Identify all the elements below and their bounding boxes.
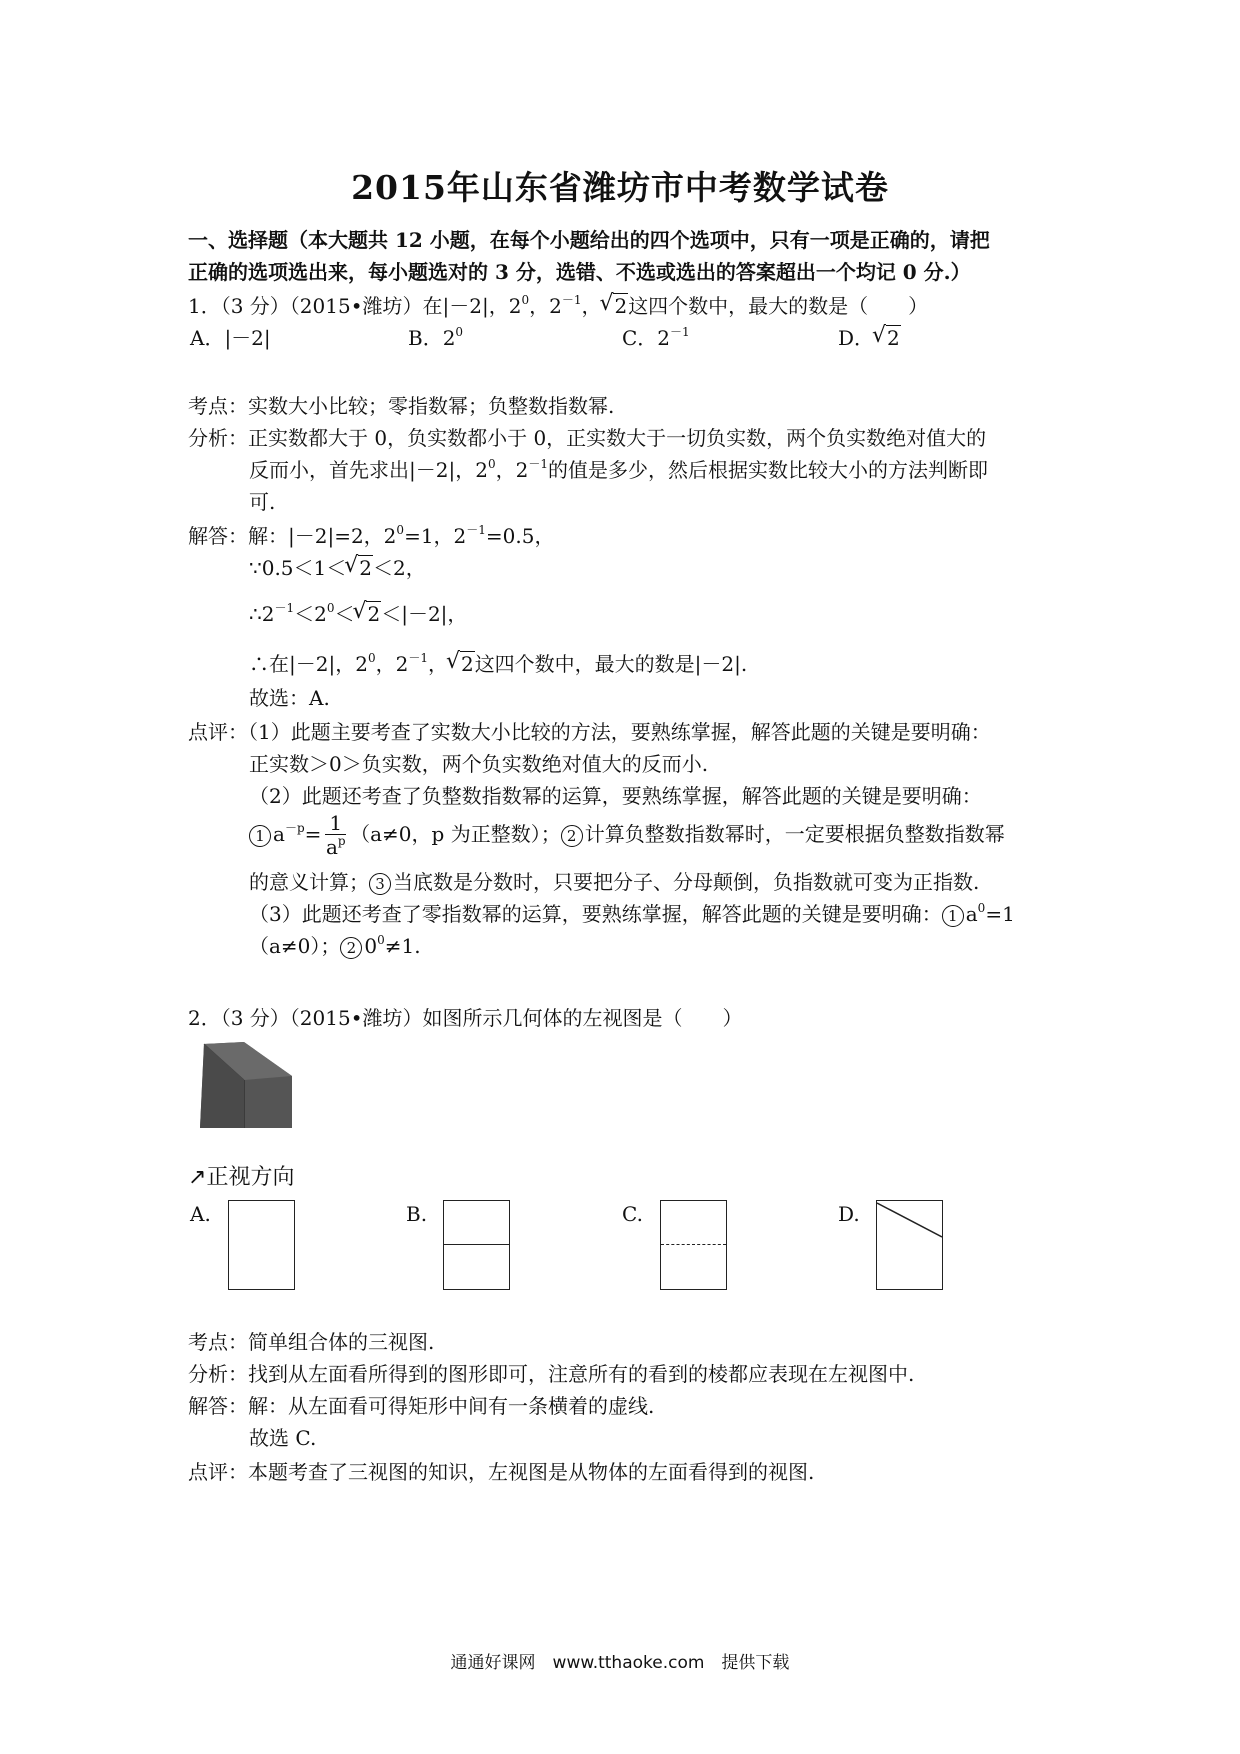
q2-kaodian: 考点：简单组合体的三视图. (188, 1330, 435, 1354)
q1-kaodian: 考点：实数大小比较；零指数幂；负整数指数幂. (188, 394, 615, 418)
q1-dianping-line1: 点评：（1）此题主要考查了实数大小比较的方法，要熟练掌握，解答此题的关键是要明确： (188, 720, 991, 744)
q1-dianping-line3: （2）此题还考查了负整数指数幂的运算，要熟练掌握，解答此题的关键是要明确： (249, 784, 982, 808)
q1-option-a[interactable]: A．|－2| (190, 326, 271, 350)
q2-option-b-figure[interactable] (443, 1200, 510, 1290)
q2-option-d-figure[interactable] (876, 1200, 943, 1290)
q1-dianping-line7: （a≠0）； 2 $0^0\ne 1$. (249, 933, 421, 958)
q1-jieda-line3: $\therefore 2^{-1}<2^0<√$ 2＜|－2|， (249, 598, 467, 627)
circled-number-1: 1 (249, 825, 271, 847)
q2-stem: 2．（3 分）（2015•潍坊）如图所示几何体的左视图是（ ） (188, 1006, 743, 1030)
circled-number-2: 2 (561, 825, 583, 847)
fraction: $\frac{1}{a^p}$ (325, 811, 346, 859)
q1-dianping-line4: 1 $a^{-p}=$ $\frac{1}{a^p}$ （a≠0，p 为正整数）； 2 计算负整数指数幂时，一定要根据负整数指数幂 (249, 812, 1005, 859)
circled-number-1: 1 (942, 905, 964, 927)
solid-figure-image (196, 1040, 296, 1130)
q1-fenxi-line3: 可. (249, 490, 276, 514)
arrow-up-right-icon: ↗ (188, 1165, 207, 1190)
q1-stem: 1．（3 分）（2015•潍坊）在|－2|，$2^0$，$2^{-1}$，√ 2这四个数中，最大的数是（ ） (188, 290, 928, 319)
q1-dianping-line5: 的意义计算； 3 当底数是分数时，只要把分子、分母颠倒，负指数就可变为正指数. (249, 870, 980, 894)
q2-dianping: 点评：本题考查了三视图的知识，左视图是从物体的左面看得到的视图. (188, 1460, 815, 1484)
circled-number-3: 3 (369, 873, 391, 895)
circled-number-2: 2 (340, 937, 362, 959)
q2-jieda-line2: 故选 C. (249, 1426, 317, 1450)
q1-fenxi-line1: 分析：正实数都大于 0，负实数都小于 0，正实数大于一切负实数，两个负实数绝对值大的 (188, 426, 987, 450)
q1-jieda-line5: 故选：A. (249, 686, 330, 710)
page-footer: 通通好课网 www.tthaoke.com 提供下载 (450, 1653, 790, 1673)
q1-dianping-line2: 正实数＞0＞负实数，两个负实数绝对值大的反而小. (249, 752, 709, 776)
view-direction-label: ↗正视方向 (188, 1165, 295, 1190)
diagonal-line (877, 1201, 942, 1289)
q2-option-c-figure[interactable] (660, 1200, 727, 1290)
q1-option-b[interactable]: B．$2^0$ (408, 325, 464, 350)
q1-option-c[interactable]: C．$2^{-1}$ (622, 325, 690, 350)
solid-line (444, 1244, 509, 1245)
q2-option-c-label[interactable]: C. (622, 1202, 643, 1226)
page-title: 2015年山东省潍坊市中考数学试卷 (351, 168, 889, 207)
q2-jieda-line1: 解答：解：从左面看可得矩形中间有一条横着的虚线. (188, 1394, 655, 1418)
q1-jieda-line4: ∴在|－2|，$2^0$，$2^{-1}$，√ 2这四个数中，最大的数是|－2|. (249, 648, 747, 677)
q2-fenxi: 分析：找到从左面看所得到的图形即可，注意所有的看到的棱都应表现在左视图中. (188, 1362, 915, 1386)
section-heading-line1: 一、选择题（本大题共 12 小题，在每个小题给出的四个选项中，只有一项是正确的，请把 (188, 228, 990, 252)
q2-option-a-label[interactable]: A. (190, 1202, 211, 1226)
q2-option-a-figure[interactable] (228, 1200, 295, 1290)
q2-option-b-label[interactable]: B. (406, 1202, 428, 1226)
q1-dianping-line6: （3）此题还考查了零指数幂的运算，要熟练掌握，解答此题的关键是要明确： 1 $a^0=1$ (249, 901, 1015, 926)
q1-fenxi-line2: 反而小，首先求出|－2|，$2^0$，$2^{-1}$的值是多少，然后根据实数比较大小的方法判断即 (249, 457, 988, 482)
dashed-line (661, 1244, 726, 1245)
q1-option-d[interactable]: D．√ 2 (838, 322, 901, 351)
q1-jieda-line1: 解答：解：|－2|=2，$2^0=1$，$2^{-1}=0.5$， (188, 523, 555, 548)
q1-jieda-line2: ∵0.5＜1＜√ 2＜2， (249, 552, 426, 581)
section-heading-line2: 正确的选项选出来，每小题选对的 3 分，选错、不选或选出的答案超出一个均记 0 分.） (188, 260, 971, 284)
q2-option-d-label[interactable]: D. (838, 1202, 860, 1226)
sqrt-symbol: √ 2 (601, 294, 628, 318)
